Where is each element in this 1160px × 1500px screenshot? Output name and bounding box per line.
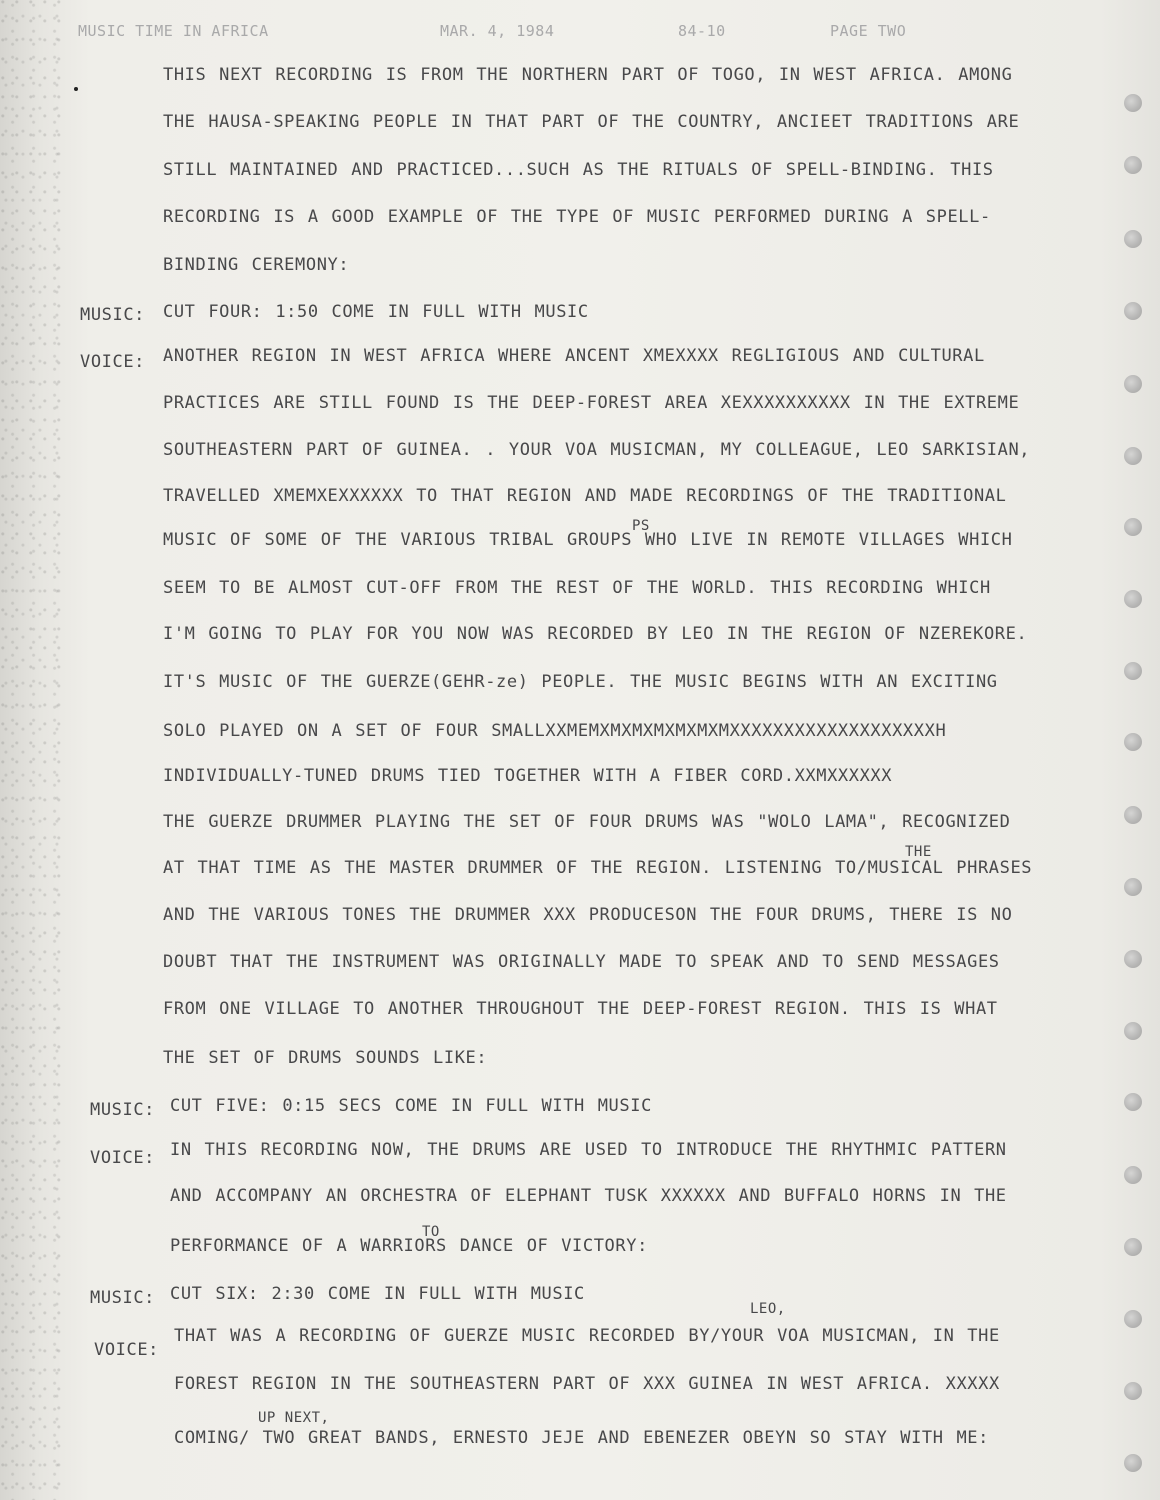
page-number: PAGE TWO (830, 22, 907, 40)
feed-hole (1124, 806, 1142, 824)
cue-label: VOICE: (80, 352, 146, 372)
script-line: ANOTHER REGION IN WEST AFRICA WHERE ANCENT XMEXXXX REGLIGIOUS AND CULTURAL (163, 346, 985, 366)
feed-hole (1124, 1166, 1142, 1184)
tractor-feed-holes (1124, 90, 1146, 1490)
feed-hole (1124, 1238, 1142, 1256)
script-line: DOUBT THAT THE INSTRUMENT WAS ORIGINALLY MADE TO SPEAK AND TO SEND MESSAGES (163, 952, 1000, 972)
feed-hole (1124, 1310, 1142, 1328)
typed-insertion: UP NEXT, (258, 1410, 330, 1426)
script-line: STILL MAINTAINED AND PRACTICED...SUCH AS THE RITUALS OF SPELL-BINDING. THIS (163, 160, 994, 180)
feed-hole (1124, 662, 1142, 680)
cue-label: VOICE: (94, 1340, 160, 1360)
script-line: SOLO PLAYED ON A SET OF FOUR SMALLXXMEMXMXMXMXMXMXMXXXXXXXXXXXXXXXXXXXH (163, 721, 947, 741)
typed-insertion: LEO, (750, 1301, 786, 1317)
script-line: IN THIS RECORDING NOW, THE DRUMS ARE USED TO INTRODUCE THE RHYTHMIC PATTERN (170, 1140, 1007, 1160)
feed-hole (1124, 230, 1142, 248)
script-line: CUT FIVE: 0:15 SECS COME IN FULL WITH MUSIC (170, 1096, 652, 1116)
script-line: AND ACCOMPANY AN ORCHESTRA OF ELEPHANT TUSK XXXXXX AND BUFFALO HORNS IN THE (170, 1186, 1007, 1206)
script-line: THAT WAS A RECORDING OF GUERZE MUSIC RECORDED BY/YOUR VOA MUSICMAN, IN THE (174, 1326, 1000, 1346)
script-line: THE HAUSA-SPEAKING PEOPLE IN THAT PART OF THE COUNTRY, ANCIEET TRADITIONS ARE (163, 112, 1020, 132)
script-line: SOUTHEASTERN PART OF GUINEA. . YOUR VOA MUSICMAN, MY COLLEAGUE, LEO SARKISIAN, (163, 440, 1031, 460)
feed-hole (1124, 375, 1142, 393)
feed-hole (1124, 733, 1142, 751)
script-line: AND THE VARIOUS TONES THE DRUMMER XXX PRODUCESON THE FOUR DRUMS, THERE IS NO (163, 905, 1013, 925)
ink-dot (74, 87, 78, 91)
typed-insertion: THE (905, 844, 932, 860)
script-line: RECORDING IS A GOOD EXAMPLE OF THE TYPE OF MUSIC PERFORMED DURING A SPELL- (163, 207, 991, 227)
broadcast-date: MAR. 4, 1984 (440, 22, 555, 40)
feed-hole (1124, 590, 1142, 608)
feed-hole (1124, 447, 1142, 465)
feed-hole (1124, 302, 1142, 320)
feed-hole (1124, 1454, 1142, 1472)
cue-label: MUSIC: (80, 305, 146, 325)
script-line: I'M GOING TO PLAY FOR YOU NOW WAS RECORDED BY LEO IN THE REGION OF NZEREKORE. (163, 624, 1028, 644)
feed-hole (1124, 1022, 1142, 1040)
page-header (78, 22, 978, 44)
cue-label: MUSIC: (90, 1100, 156, 1120)
script-line: CUT SIX: 2:30 COME IN FULL WITH MUSIC (170, 1284, 585, 1304)
program-title: MUSIC TIME IN AFRICA (78, 22, 269, 40)
feed-hole (1124, 156, 1142, 174)
typed-insertion: PS (632, 518, 650, 534)
script-line: FOREST REGION IN THE SOUTHEASTERN PART OF XXX GUINEA IN WEST AFRICA. XXXXX (174, 1374, 1000, 1394)
script-line: THIS NEXT RECORDING IS FROM THE NORTHERN PART OF TOGO, IN WEST AFRICA. AMONG (163, 65, 1013, 85)
script-line: THE GUERZE DRUMMER PLAYING THE SET OF FOUR DRUMS WAS "WOLO LAMA", RECOGNIZED (163, 812, 1011, 832)
feed-hole (1124, 878, 1142, 896)
script-line: SEEM TO BE ALMOST CUT-OFF FROM THE REST OF THE WORLD. THIS RECORDING WHICH (163, 578, 991, 598)
feed-hole (1124, 1093, 1142, 1111)
scan-noise (0, 0, 70, 1500)
script-line: CUT FOUR: 1:50 COME IN FULL WITH MUSIC (163, 302, 589, 322)
script-line: PRACTICES ARE STILL FOUND IS THE DEEP-FOREST AREA XEXXXXXXXXXX IN THE EXTREME (163, 393, 1020, 413)
script-number: 84-10 (678, 22, 726, 40)
feed-hole (1124, 94, 1142, 112)
script-line: THE SET OF DRUMS SOUNDS LIKE: (163, 1048, 488, 1068)
feed-hole (1124, 950, 1142, 968)
script-line: MUSIC OF SOME OF THE VARIOUS TRIBAL GROUPS WHO LIVE IN REMOTE VILLAGES WHICH (163, 530, 1013, 550)
script-line: INDIVIDUALLY-TUNED DRUMS TIED TOGETHER WITH A FIBER CORD.XXMXXXXXX (163, 766, 893, 786)
typed-insertion: TO (422, 1224, 440, 1240)
cue-label: MUSIC: (90, 1288, 156, 1308)
script-line: AT THAT TIME AS THE MASTER DRUMMER OF THE REGION. LISTENING TO/MUSICAL PHRASES (163, 858, 1033, 878)
script-line: IT'S MUSIC OF THE GUERZE(GEHR-ze) PEOPLE. THE MUSIC BEGINS WITH AN EXCITING (163, 672, 998, 692)
script-line: COMING/ TWO GREAT BANDS, ERNESTO JEJE AND EBENEZER OBEYN SO STAY WITH ME: (174, 1428, 989, 1448)
script-line: PERFORMANCE OF A WARRIORS DANCE OF VICTORY: (170, 1236, 648, 1256)
cue-label: VOICE: (90, 1148, 156, 1168)
feed-hole (1124, 1382, 1142, 1400)
script-line: BINDING CEREMONY: (163, 255, 350, 275)
feed-hole (1124, 518, 1142, 536)
script-line: TRAVELLED XMEMXEXXXXXX TO THAT REGION AND MADE RECORDINGS OF THE TRADITIONAL (163, 486, 1007, 506)
script-line: FROM ONE VILLAGE TO ANOTHER THROUGHOUT THE DEEP-FOREST REGION. THIS IS WHAT (163, 999, 998, 1019)
